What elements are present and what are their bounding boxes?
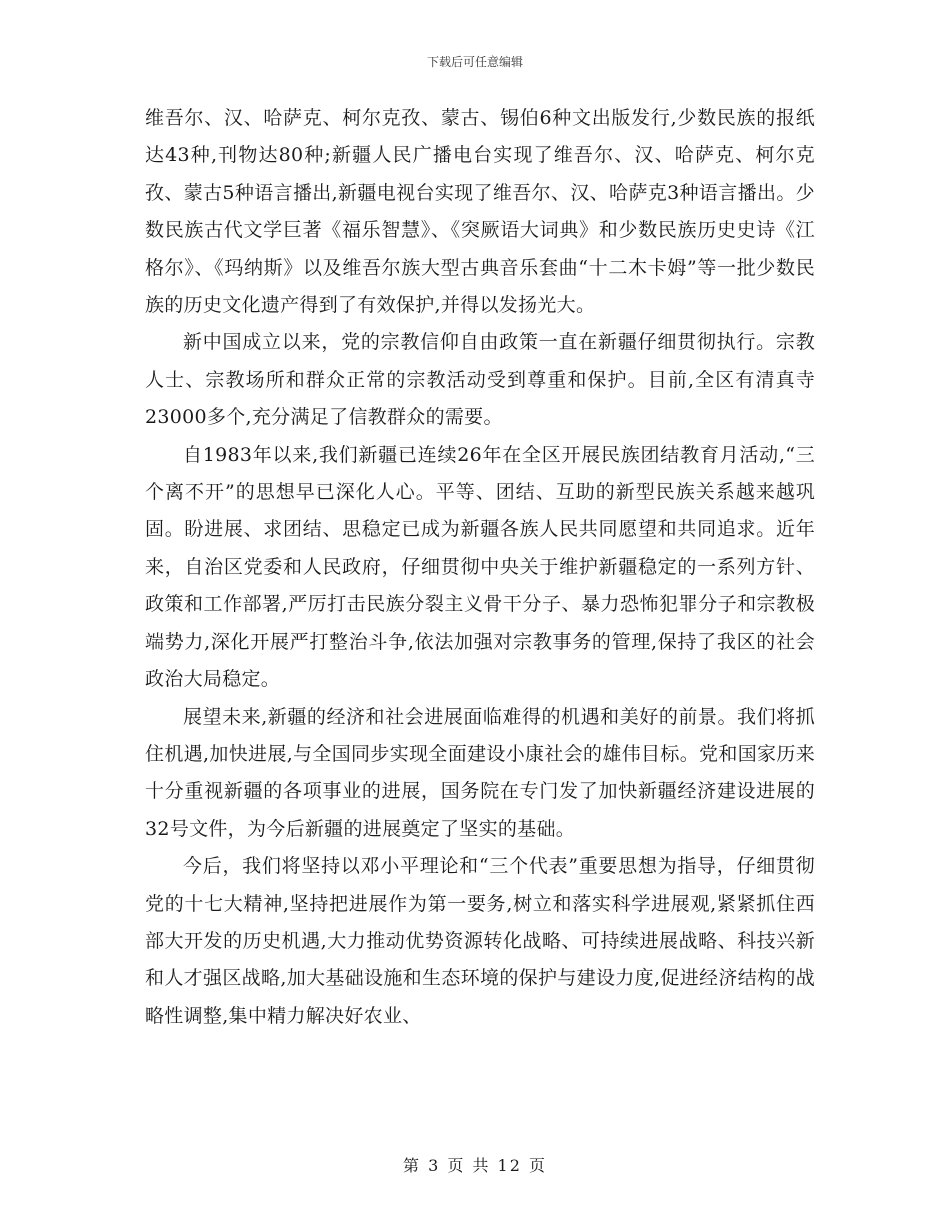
document-body <box>145 100 815 1035</box>
paragraph-future-outlook: 展望未来,新疆的经济和社会进展面临难得的机遇和美好的前景。我们将抓住机遇,加快进展,与全国同步实现全面建设小康社会的雄伟目标。党和国家历来十分重视新疆的各项事业的进展，国务院在专门发了加快新疆经济建设进展的32号文件，为今后新疆的进展奠定了坚实的基础。 <box>145 705 815 840</box>
page-number-footer: 第 3 页 共 12 页 <box>403 1156 547 1175</box>
paragraph-religion-policy: 新中国成立以来，党的宗教信仰自由政策一直在新疆仔细贯彻执行。宗教人士、宗教场所和群众正常的宗教活动受到尊重和保护。目前,全区有清真寺23000多个,充分满足了信教群众的需要。 <box>145 331 815 429</box>
page-header-note: 下载后可任意编辑 <box>426 55 523 69</box>
paragraph-development-plan: 今后，我们将坚持以邓小平理论和“三个代表”重要思想为指导，仔细贯彻党的十七大精神,坚持把进展作为第一要务,树立和落实科学进展观,紧紧抓住西部大开发的历史机遇,大力推动优势资源转化战略、可持续进展战略、科技兴新和人才强区战略,加大基础设施和生态环境的保护与建设力度,促进经济结构的战略性调整,集中精力解决好农业、 <box>145 855 815 1027</box>
paragraph-ethnic-unity: 自1983年以来,我们新疆已连续26年在全区开展民族团结教育月活动,“三个离不开”的思想早已深化人心。平等、团结、互助的新型民族关系越来越巩固。盼进展、求团结、思稳定已成为新疆各族人民共同愿望和共同追求。近年来，自治区党委和人民政府，仔细贯彻中央关于维护新疆稳定的一系列方针、政策和工作部署,严厉打击民族分裂主义骨干分子、暴力恐怖犯罪分子和宗教极端势力,深化开展严打整治斗争,依法加强对宗教事务的管理,保持了我区的社会政治大局稳定。 <box>145 443 815 691</box>
paragraph-continuation: 维吾尔、汉、哈萨克、柯尔克孜、蒙古、锡伯6种文出版发行,少数民族的报纸达43种,刊物达80种;新疆人民广播电台实现了维吾尔、汉、哈萨克、柯尔克孜、蒙古5种语言播出,新疆电视台实现了维吾尔、汉、哈萨克3种语言播出。少数民族古代文学巨著《福乐智慧》、《突厥语大词典》和少数民族历史史诗《江格尔》、《玛纳斯》以及维吾尔族大型古典音乐套曲“十二木卡姆”等一批少数民族的历史文化遗产得到了有效保护,并得以发扬光大。 <box>145 107 815 317</box>
